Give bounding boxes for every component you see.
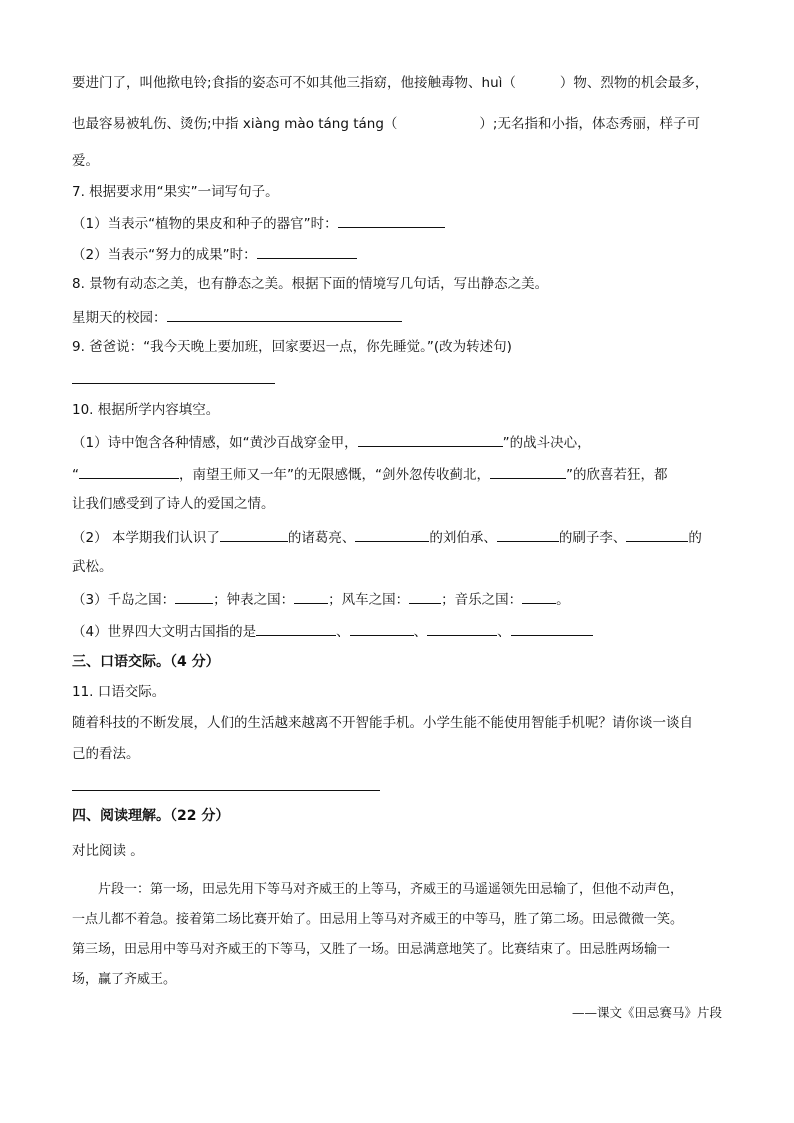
question-11-text: 随着科技的不断发展，人们的生活越来越离不开智能手机。小学生能不能使用智能手机呢？请你谈一谈自 bbox=[72, 715, 693, 731]
question-10-2 bbox=[72, 527, 702, 547]
question-text: 的 bbox=[688, 530, 702, 546]
section-heading-4: 四、阅读理解。（22 分） bbox=[72, 808, 230, 824]
text-segment: ）物、烈物的机会最多， bbox=[559, 75, 709, 91]
answer-blank[interactable] bbox=[490, 464, 566, 479]
text-segment: 也最容易被轧伤、烫伤;中指 xiàng mào táng táng（ bbox=[72, 116, 398, 132]
question-text: 的刷子李、 bbox=[558, 530, 627, 546]
question-text: “ bbox=[72, 467, 79, 483]
answer-blank[interactable] bbox=[427, 621, 497, 636]
answer-blank[interactable] bbox=[256, 621, 336, 636]
question-text: 、 bbox=[413, 624, 428, 640]
question-7-2 bbox=[72, 244, 357, 264]
answer-blank[interactable] bbox=[79, 464, 179, 479]
answer-blank[interactable] bbox=[497, 527, 559, 542]
answer-blank[interactable] bbox=[626, 527, 688, 542]
answer-blank[interactable] bbox=[511, 621, 593, 636]
question-text: ；音乐之国： bbox=[441, 592, 523, 608]
question-9: 9. 爸爸说：“我今天晚上要加班，回家要迟一点，你先睡觉。”(改为转述句) bbox=[72, 339, 512, 355]
answer-blank[interactable] bbox=[358, 432, 503, 447]
question-text: ，南望王师又一年”的无限感慨，“剑外忽传收蓟北， bbox=[179, 467, 490, 483]
question-8-answer bbox=[72, 307, 402, 327]
text-line: 爱。 bbox=[72, 153, 99, 169]
answer-blank[interactable] bbox=[220, 527, 288, 542]
question-text: 。 bbox=[556, 592, 570, 608]
answer-blank[interactable] bbox=[167, 307, 402, 322]
question-text: 的刘伯承、 bbox=[429, 530, 497, 546]
passage-line: 场，赢了齐威王。 bbox=[72, 972, 177, 987]
question-text: （2） 本学期我们认识了 bbox=[72, 530, 220, 546]
question-text: ”的欣喜若狂，都 bbox=[566, 467, 668, 483]
answer-blank[interactable] bbox=[409, 589, 441, 604]
passage-line: 一点儿都不着急。接着第二场比赛开始了。田忌用上等马对齐威王的中等马，胜了第二场。田忌微微一笑。 bbox=[72, 912, 684, 927]
question-8: 8. 景物有动态之美，也有静态之美。根据下面的情境写几句话，写出静态之美。 bbox=[72, 276, 549, 292]
question-text: ”的战斗决心， bbox=[502, 435, 591, 451]
question-10-1 bbox=[72, 432, 591, 452]
answer-line[interactable] bbox=[72, 383, 275, 384]
question-text: 、 bbox=[497, 624, 511, 640]
answer-blank[interactable] bbox=[338, 213, 445, 228]
passage-line: 第三场，田忌用中等马对齐威王的下等马，又胜了一场。田忌满意地笑了。比赛结束了。田忌胜两场输一 bbox=[72, 942, 671, 957]
text-segment: 要进门了，叫他揿电铃;食指的姿态可不如其他三指窈，他接触毒物、huì（ bbox=[72, 75, 516, 91]
question-10-2-end: 武松。 bbox=[72, 559, 113, 575]
passage-line: 片段一：第一场，田忌先用下等马对齐威王的上等马，齐威王的马遥遥领先田忌输了，但他不动声色， bbox=[72, 882, 684, 897]
question-text: （4）世界四大文明古国指的是 bbox=[72, 624, 257, 640]
answer-blank[interactable] bbox=[294, 589, 328, 604]
question-11: 11. 口语交际。 bbox=[72, 684, 166, 700]
answer-blank[interactable] bbox=[522, 589, 556, 604]
question-7-1 bbox=[72, 213, 445, 233]
section-heading-3: 三、口语交际。（4 分） bbox=[72, 654, 220, 670]
answer-blank[interactable] bbox=[257, 244, 357, 259]
question-text: （1）当表示“植物的果皮和种子的器官”时： bbox=[72, 216, 338, 232]
question-text: 星期天的校园： bbox=[72, 310, 167, 326]
question-text: 、 bbox=[336, 624, 350, 640]
question-text: ；钟表之国： bbox=[213, 592, 295, 608]
question-10: 10. 根据所学内容填空。 bbox=[72, 402, 220, 418]
question-7: 7. 根据要求用“果实”一词写句子。 bbox=[72, 184, 279, 200]
passage-source: ——课文《田忌赛马》片段 bbox=[571, 1005, 722, 1020]
question-10-4 bbox=[72, 621, 593, 641]
answer-blank[interactable] bbox=[350, 621, 414, 636]
question-text: （2）当表示“努力的成果”时： bbox=[72, 247, 257, 263]
answer-blank[interactable] bbox=[355, 527, 429, 542]
question-text: （3）千岛之国： bbox=[72, 592, 176, 608]
compare-reading-label: 对比阅读 。 bbox=[72, 843, 144, 859]
question-10-1-cont bbox=[72, 464, 668, 484]
question-11-text: 己的看法。 bbox=[72, 746, 140, 762]
question-text: 的诸葛亮、 bbox=[287, 530, 356, 546]
answer-line[interactable] bbox=[72, 790, 380, 791]
text-line bbox=[72, 115, 700, 133]
answer-blank[interactable] bbox=[175, 589, 213, 604]
question-10-3 bbox=[72, 589, 570, 609]
question-text: ；风车之国： bbox=[328, 592, 410, 608]
question-text: （1）诗中饱含各种情感，如“黄沙百战穿金甲， bbox=[72, 435, 358, 451]
question-10-1-end: 让我们感受到了诗人的爱国之情。 bbox=[72, 496, 275, 512]
text-line bbox=[72, 74, 708, 92]
text-segment: ）;无名指和小指，体态秀丽，样子可 bbox=[479, 116, 700, 132]
